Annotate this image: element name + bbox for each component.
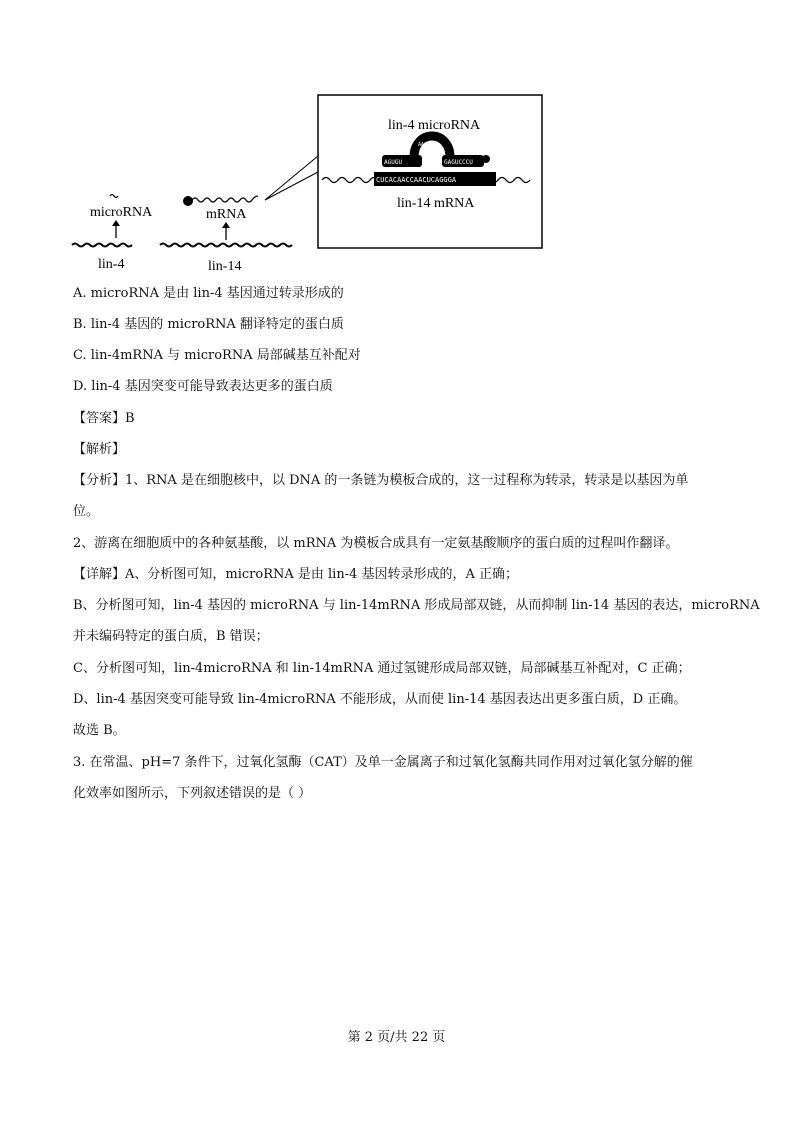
microrna-figure bbox=[60, 88, 550, 278]
analysis-line: D、lin-4 基因突变可能导致 lin-4microRNA 不能形成，从而使 lin-14 基因表达出更多蛋白质，D 正确。 bbox=[73, 692, 687, 707]
option-b: B. lin-4 基因的 microRNA 翻译特定的蛋白质 bbox=[73, 317, 344, 332]
analysis-line: 位。 bbox=[73, 504, 100, 519]
microrna-squiggle bbox=[110, 195, 118, 198]
question3-line: 3. 在常温、pH=7 条件下，过氧化氢酶（CAT）及单一金属离子和过氧化氢酶共同作用对过氧化氢分解的催 bbox=[73, 755, 693, 770]
analysis-line: B、分析图可知，lin-4 基因的 microRNA 与 lin-14mRNA 形成局部双链，从而抑制 lin-14 基因的表达，microRNA bbox=[73, 598, 760, 613]
analysis-line: 【详解】A、分析图可知，microRNA 是由 lin-4 基因转录形成的，A 正确； bbox=[73, 567, 519, 582]
gene2-label: lin-14 bbox=[208, 259, 242, 274]
microrna-label: microRNA bbox=[90, 205, 153, 220]
analysis-heading: 【解析】 bbox=[73, 442, 126, 457]
gene1-label: lin-4 bbox=[98, 257, 125, 272]
ribosome-icon bbox=[183, 196, 193, 206]
lin14-gene-line bbox=[160, 244, 292, 247]
mrna-label: mRNA bbox=[206, 207, 247, 222]
seq-bottom: CUCACAACCAACUCAGGGA bbox=[376, 176, 457, 184]
answer: 【答案】B bbox=[73, 411, 135, 426]
analysis-line: 故选 B。 bbox=[73, 723, 126, 738]
seq-left: AGUGU bbox=[384, 159, 403, 166]
analysis-line: 【分析】1、RNA 是在细胞核中，以 DNA 的一条链为模板合成的，这一过程称为转录，转录是以基因为单 bbox=[73, 473, 689, 488]
seq-loop: AACUCC bbox=[418, 142, 437, 148]
option-d: D. lin-4 基因突变可能导致表达更多的蛋白质 bbox=[73, 379, 333, 394]
analysis-line: 2、游离在细胞质中的各种氨基酸，以 mRNA 为模板合成具有一定氨基酸顺序的蛋白质的过程叫作翻译。 bbox=[73, 536, 679, 551]
analysis-line: C、分析图可知，lin-4microRNA 和 lin-14mRNA 通过氢键形成局部双链，局部碱基互补配对，C 正确； bbox=[73, 661, 691, 676]
option-c: C. lin-4mRNA 与 microRNA 局部碱基互补配对 bbox=[73, 348, 361, 363]
seq-right: GAGUCCCU bbox=[444, 159, 473, 166]
question3-line: 化效率如图所示，下列叙述错误的是（ ） bbox=[73, 786, 312, 801]
inset-bottom-label: lin-14 mRNA bbox=[397, 196, 475, 211]
page-footer: 第 2 页/共 22 页 bbox=[347, 1030, 446, 1045]
option-a: A. microRNA 是由 lin-4 基因通过转录形成的 bbox=[73, 286, 344, 301]
inset-title: lin-4 microRNA bbox=[388, 118, 481, 133]
analysis-line: 并未编码特定的蛋白质，B 错误； bbox=[73, 629, 269, 644]
mrna-strand bbox=[192, 196, 258, 202]
lin4-gene-line bbox=[72, 244, 132, 247]
